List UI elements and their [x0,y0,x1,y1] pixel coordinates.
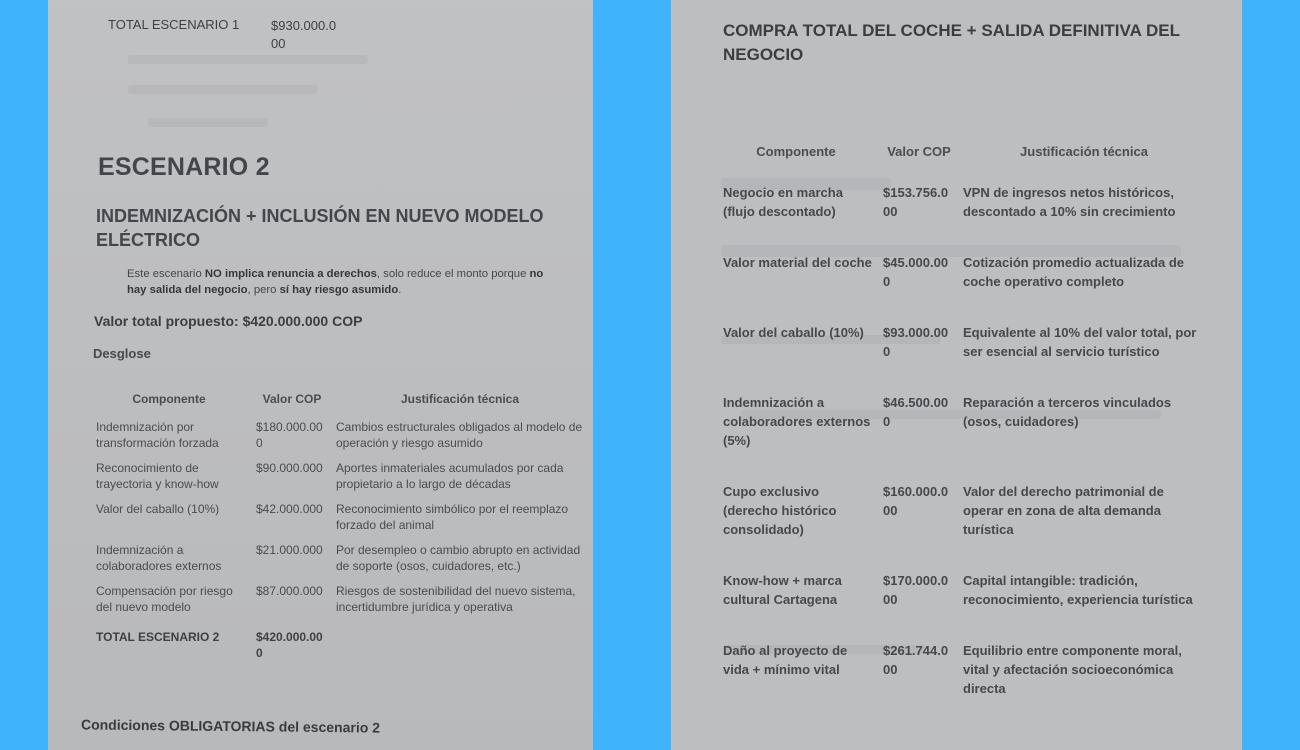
total-label: TOTAL ESCENARIO 2 [96,630,220,644]
cell-valor: $46.500.000 [883,395,949,429]
conditions-heading: Condiciones OBLIGATORIAS del escenario 2 [80,716,381,736]
document-page-left [48,0,593,750]
cell-valor: $93.000.000 [883,325,949,359]
cell-componente: Indemnización a colaboradores externos [96,543,222,573]
column-header-valor: Valor COP [262,392,322,406]
cell-justificacion: Riesgos de sostenibilidad del nuevo sistema, incertidumbre jurídica y operativa [336,584,576,614]
cell-justificacion: Cotización promedio actualizada de coche operativo completo [963,255,1185,289]
note-emphasis: no hay salida del negocio [127,268,544,296]
table-row [86,539,588,580]
cell-valor: $42.000.000 [256,502,323,516]
table-row [713,253,1209,323]
table-row [713,323,1209,393]
cell-justificacion: VPN de ingresos netos históricos, descontado a 10% sin crecimiento [963,185,1176,219]
cell-valor: $153.756.000 [883,185,949,219]
cell-componente: Cupo exclusivo (derecho histórico consolidado) [723,484,837,537]
cell-valor: $87.000.000 [256,584,323,598]
column-header-componente: Componente [132,392,206,406]
cell-valor: $261.744.000 [883,643,949,677]
scenario1-total-value: $930.000.000 [271,18,337,51]
cell-componente: Valor del caballo (10%) [723,325,864,340]
cell-justificacion: Valor del derecho patrimonial de operar en zona de alta demanda turística [963,484,1164,537]
note-text: , solo reduce el monto porque [376,268,530,280]
table-header-row [86,386,588,416]
bleed-through-line [148,118,268,127]
scenario-note [127,266,547,298]
table-row [86,580,588,621]
note-emphasis: NO implica renuncia a derechos [204,268,377,280]
cell-valor: $170.000.000 [883,573,949,607]
table-row [86,416,588,457]
cell-valor: $21.000.000 [256,543,323,557]
cell-componente: Know-how + marca cultural Cartagena [723,573,842,607]
table-row [86,498,588,539]
cell-valor: $180.000.000 [256,420,323,450]
cell-valor: $90.000.000 [256,461,323,475]
cell-justificacion: Aportes inmateriales acumulados por cada propietario a lo largo de décadas [336,461,564,491]
cell-justificacion: Capital intangible: tradición, reconocimiento, experiencia turística [963,573,1193,607]
scenario-subtitle: INDEMNIZACIÓN + INCLUSIÓN EN NUEVO MODELO ELÉCTRICO [96,206,544,250]
scenario-title: ESCENARIO 2 [98,153,270,181]
table-row [86,457,588,498]
cell-justificacion: Por desempleo o cambio abrupto en actividad de soporte (osos, cuidadores, etc.) [336,543,581,573]
table-row [713,641,1209,730]
table-row [713,571,1209,641]
cell-componente: Reconocimiento de trayectoria y know-how [96,461,219,491]
cell-componente: Negocio en marcha (flujo descontado) [723,185,843,219]
purchase-breakdown-table [713,140,1209,730]
note-text: Este escenario [127,268,205,280]
cell-valor: $45.000.000 [883,255,949,289]
cell-componente: Indemnización por transformación forzada [96,420,219,450]
bleed-through-line [128,85,318,94]
table-total-row [86,621,588,667]
cell-componente: Compensación por riesgo del nuevo modelo [96,584,233,614]
cell-justificacion: Reconocimiento simbólico por el reemplazo forzado del animal [336,502,569,532]
cell-componente: Daño al proyecto de vida + mínimo vital [723,643,848,677]
breakdown-heading: Desglose [93,346,151,361]
bleed-through-line [128,55,368,64]
column-header-justificacion: Justificación técnica [1020,144,1148,159]
scenario2-breakdown-table [86,386,588,667]
cell-valor: $160.000.000 [883,484,949,518]
cell-justificacion: Equilibrio entre componente moral, vital y afectación socioeconómica directa [963,643,1182,696]
note-text: . [398,284,402,296]
total-proposed-value: Valor total propuesto: $420.000.000 COP [94,313,363,329]
table-header-row [713,140,1209,183]
cell-justificacion: Cambios estructurales obligados al modelo de operación y riesgo asumido [336,420,583,450]
scenario-title: COMPRA TOTAL DEL COCHE + SALIDA DEFINITIVA DEL NEGOCIO [723,21,1180,64]
note-emphasis: sí hay riesgo asumido [279,284,399,296]
table-row [713,393,1209,482]
cell-componente: Indemnización a colaboradores externos (5%) [723,395,871,448]
table-row [713,183,1209,253]
note-text: , pero [247,284,280,296]
document-page-right [671,0,1242,750]
cell-justificacion: Reparación a terceros vinculados (osos, cuidadores) [963,395,1172,429]
cell-componente: Valor material del coche [723,255,872,270]
total-empty-cell [332,621,588,667]
table-row [713,482,1209,571]
total-value: $420.000.000 [256,630,323,660]
cell-componente: Valor del caballo (10%) [96,502,220,516]
column-header-valor: Valor COP [887,144,951,159]
scenario1-total-label: TOTAL ESCENARIO 1 [108,17,240,32]
column-header-componente: Componente [756,144,836,159]
column-header-justificacion: Justificación técnica [400,392,520,406]
cell-justificacion: Equivalente al 10% del valor total, por ser esencial al servicio turístico [963,325,1197,359]
